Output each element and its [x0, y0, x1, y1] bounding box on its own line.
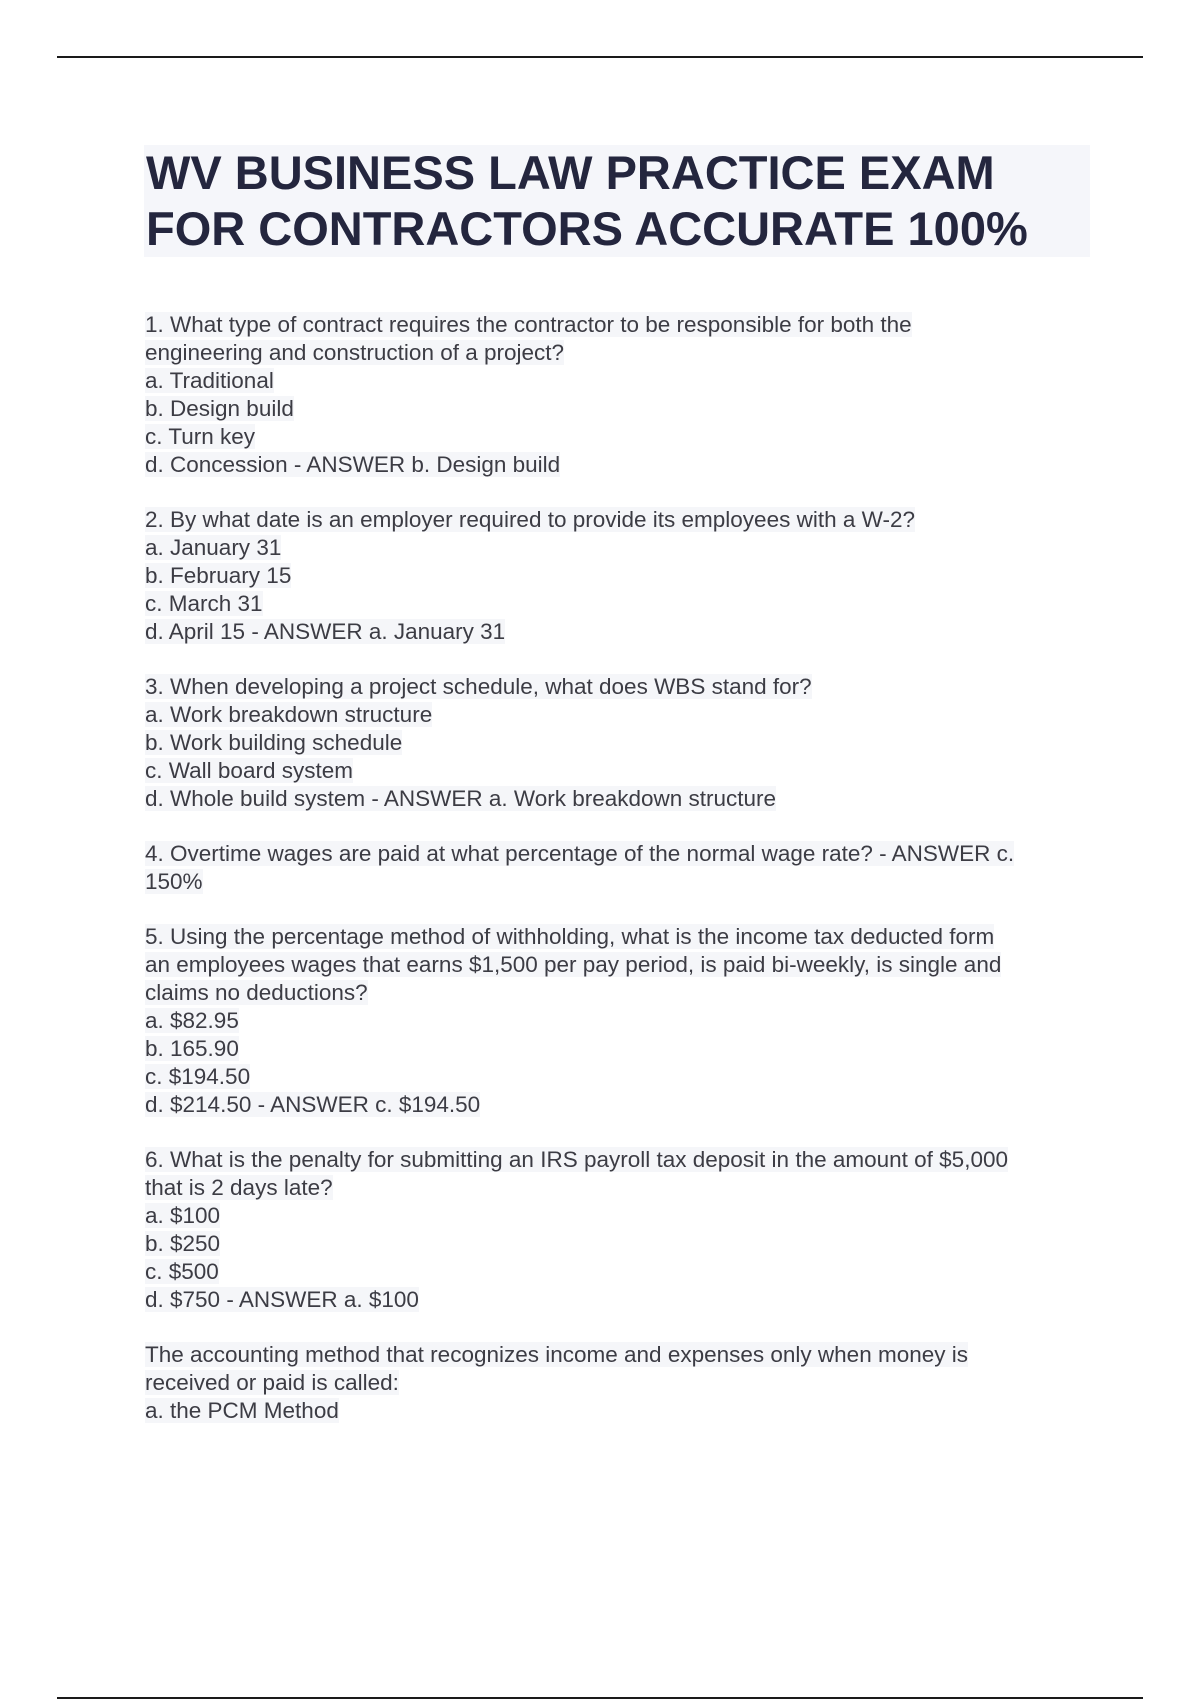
question-line: [145, 1202, 1095, 1230]
question-line: [145, 1369, 1095, 1397]
question-line: [145, 701, 1095, 729]
question-line: [145, 423, 1095, 451]
question-line-text: d. Whole build system - ANSWER a. Work breakdown structure: [145, 786, 777, 811]
question-line: [145, 1063, 1095, 1091]
question-line-text: 2. By what date is an employer required to provide its employees with a W-2?: [145, 507, 915, 532]
question-line: [145, 840, 1095, 868]
question-line: [145, 1258, 1095, 1286]
question-line: [145, 1007, 1095, 1035]
question-line: [145, 923, 1095, 951]
question-line-text: a. $82.95: [145, 1008, 239, 1033]
question-block: [145, 1146, 1095, 1314]
question-line-text: a. Work breakdown structure: [145, 702, 433, 727]
question-line-text: d. $214.50 - ANSWER c. $194.50: [145, 1092, 481, 1117]
question-line: [145, 1230, 1095, 1258]
question-line-text: a. the PCM Method: [145, 1398, 339, 1423]
question-block: [145, 311, 1095, 479]
question-line-text: 3. When developing a project schedule, what does WBS stand for?: [145, 674, 812, 699]
question-line-text: 6. What is the penalty for submitting an IRS payroll tax deposit in the amount of $5,000: [145, 1147, 1008, 1172]
question-block: [145, 840, 1095, 896]
question-line: [145, 1035, 1095, 1063]
question-line: [145, 1341, 1095, 1369]
question-line: [145, 729, 1095, 757]
question-line: [145, 1146, 1095, 1174]
question-line-text: b. $250: [145, 1231, 221, 1256]
title-line-1: WV BUSINESS LAW PRACTICE EXAM: [146, 146, 995, 199]
question-block: [145, 506, 1095, 646]
question-line-text: b. February 15: [145, 563, 292, 588]
question-line-text: a. Traditional: [145, 368, 274, 393]
question-line-text: c. Turn key: [145, 424, 256, 449]
question-line-text: The accounting method that recognizes income and expenses only when money is: [145, 1342, 968, 1367]
question-line: [145, 1174, 1095, 1202]
question-line: [145, 311, 1095, 339]
document-title: [144, 145, 1090, 257]
question-line-text: c. $500: [145, 1259, 219, 1284]
question-line: [145, 673, 1095, 701]
question-line: [145, 339, 1095, 367]
question-line: [145, 757, 1095, 785]
question-line: [145, 618, 1095, 646]
question-line: [145, 367, 1095, 395]
question-line: [145, 506, 1095, 534]
question-line-text: an employees wages that earns $1,500 per pay period, is paid bi-weekly, is single and: [145, 952, 1002, 977]
question-line-text: engineering and construction of a project?: [145, 340, 565, 365]
title-line-2: FOR CONTRACTORS ACCURATE 100%: [146, 202, 1028, 255]
question-block: [145, 1341, 1095, 1425]
question-line: [145, 562, 1095, 590]
question-line: [145, 534, 1095, 562]
question-block: [145, 673, 1095, 813]
top-rule: [57, 56, 1143, 58]
question-line-text: a. $100: [145, 1203, 221, 1228]
question-line: [145, 868, 1095, 896]
question-block: [145, 923, 1095, 1119]
question-line-text: d. April 15 - ANSWER a. January 31: [145, 619, 506, 644]
question-line: [145, 951, 1095, 979]
question-line: [145, 395, 1095, 423]
question-line: [145, 590, 1095, 618]
question-line-text: 4. Overtime wages are paid at what percentage of the normal wage rate? - ANSWER c.: [145, 841, 1015, 866]
question-line: [145, 1286, 1095, 1314]
question-line: [145, 785, 1095, 813]
question-list: [145, 311, 1095, 1452]
question-line-text: c. $194.50: [145, 1064, 251, 1089]
question-line: [145, 979, 1095, 1007]
question-line-text: 1. What type of contract requires the contractor to be responsible for both the: [145, 312, 912, 337]
question-line-text: d. Concession - ANSWER b. Design build: [145, 452, 561, 477]
question-line-text: c. March 31: [145, 591, 263, 616]
question-line: [145, 451, 1095, 479]
question-line-text: claims no deductions?: [145, 980, 368, 1005]
question-line-text: c. Wall board system: [145, 758, 353, 783]
question-line-text: that is 2 days late?: [145, 1175, 333, 1200]
bottom-rule: [57, 1697, 1143, 1699]
question-line: [145, 1397, 1095, 1425]
question-line-text: a. January 31: [145, 535, 282, 560]
question-line-text: b. Design build: [145, 396, 294, 421]
question-line-text: b. Work building schedule: [145, 730, 403, 755]
question-line-text: 5. Using the percentage method of withholding, what is the income tax deducted form: [145, 924, 995, 949]
question-line-text: b. 165.90: [145, 1036, 239, 1061]
question-line: [145, 1091, 1095, 1119]
question-line-text: 150%: [145, 869, 203, 894]
question-line-text: received or paid is called:: [145, 1370, 399, 1395]
question-line-text: d. $750 - ANSWER a. $100: [145, 1287, 419, 1312]
